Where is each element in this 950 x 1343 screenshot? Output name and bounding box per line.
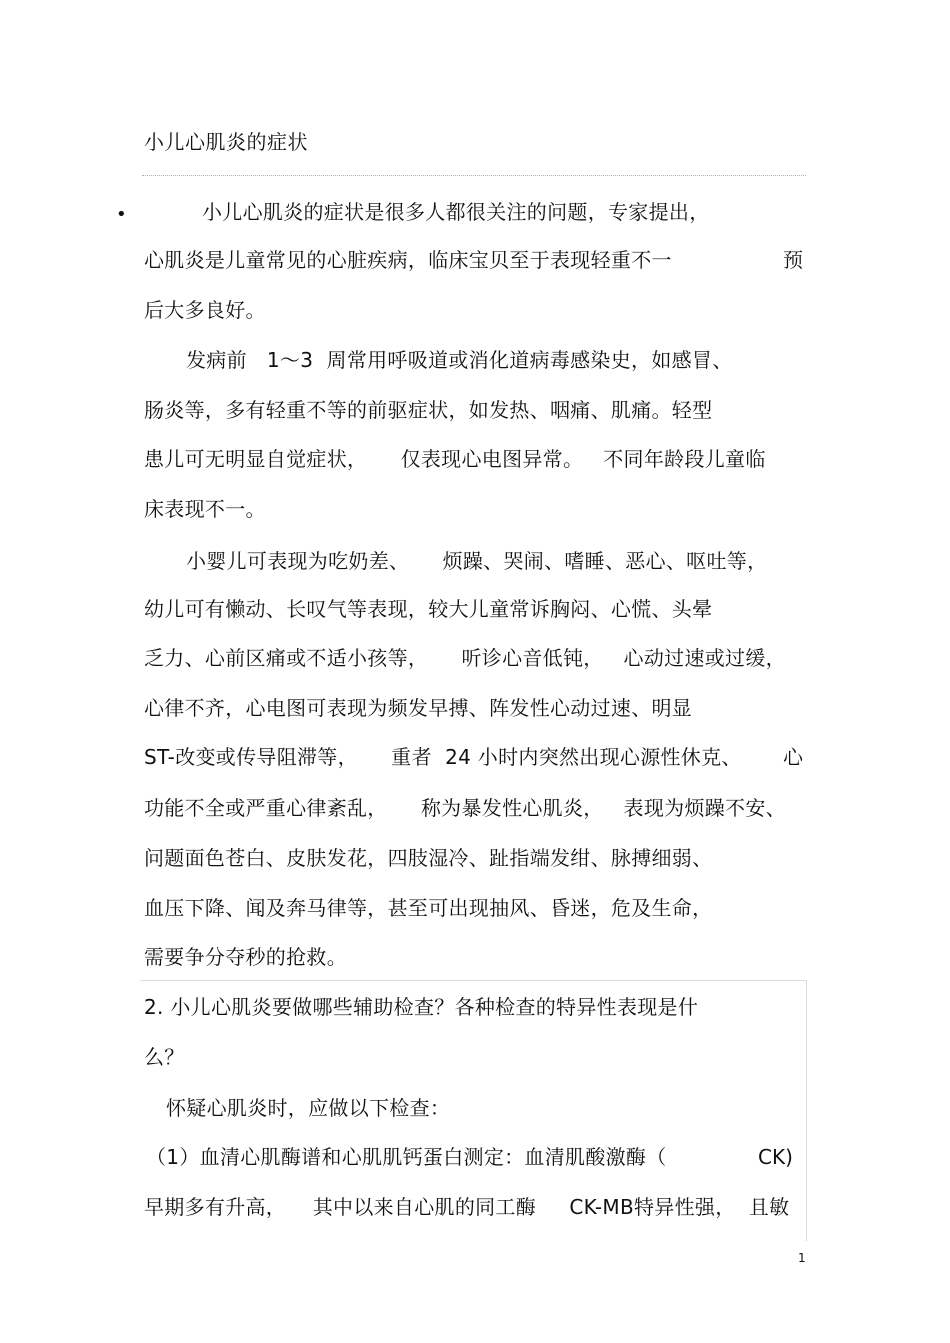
- text-line: 心律不齐，心电图可表现为频发早搏、阵发性心动过速、明显: [144, 696, 693, 720]
- text-line: 怀疑心肌炎时，应做以下检查：: [166, 1096, 451, 1120]
- text-line: （1）血清心肌酶谱和心肌肌钙蛋白测定：血清肌酸激酶（: [146, 1145, 667, 1169]
- page-title: 小儿心肌炎的症状: [144, 130, 308, 154]
- text-line: 血压下降、闻及奔马律等，甚至可出现抽风、昏迷，危及生命，: [144, 896, 713, 920]
- title-divider: [142, 175, 806, 176]
- text-line-fragment: 预: [783, 248, 803, 272]
- text-line: 后大多良好。: [144, 298, 266, 322]
- text-line: 小婴儿可表现为吃奶差、 烦躁、哭闹、嗜睡、恶心、呕吐等，: [186, 549, 768, 573]
- text-line: 问题面色苍白、皮肤发花，四肢湿冷、趾指端发绀、脉搏细弱、: [144, 846, 713, 870]
- text-line: 小儿心肌炎的症状是很多人都很关注的问题，专家提出，: [202, 200, 710, 224]
- text-line-fragment: CK): [758, 1145, 793, 1169]
- question-heading-cont: 么？: [144, 1045, 185, 1069]
- page-number: 1: [798, 1251, 806, 1265]
- text-line: 床表现不一。: [144, 497, 266, 521]
- text-line: 发病前 1～3 周常用呼吸道或消化道病毒感染史，如感冒、: [186, 348, 733, 372]
- text-line: 早期多有升高， 其中以来自心肌的同工酶 CK-MB特异性强， 且敏: [144, 1195, 790, 1219]
- text-line: 肠炎等，多有轻重不等的前驱症状，如发热、咽痛、肌痛。轻型: [144, 398, 713, 422]
- text-line: 幼儿可有懒动、长叹气等表现，较大儿童常诉胸闷、心慌、头晕: [144, 597, 713, 621]
- text-line: 心肌炎是儿童常见的心脏疾病，临床宝贝至于表现轻重不一: [144, 248, 672, 272]
- text-line: ST-改变或传导阻滞等， 重者 24 小时内突然出现心源性休克、: [144, 745, 742, 769]
- question-heading: 2. 小儿心肌炎要做哪些辅助检查？各种检查的特异性表现是什: [144, 995, 699, 1019]
- text-line: 需要争分夺秒的抢救。: [144, 945, 347, 969]
- text-line-fragment: 心: [783, 745, 803, 769]
- text-line: 功能不全或严重心律紊乱， 称为暴发性心肌炎， 表现为烦躁不安、: [144, 796, 786, 820]
- bullet-icon: •: [116, 204, 127, 225]
- text-line: 乏力、心前区痛或不适小孩等， 听诊心音低钝， 心动过速或过缓，: [144, 646, 786, 670]
- text-line: 患儿可无明显自觉症状， 仅表现心电图异常。 不同年龄段儿童临: [144, 447, 766, 471]
